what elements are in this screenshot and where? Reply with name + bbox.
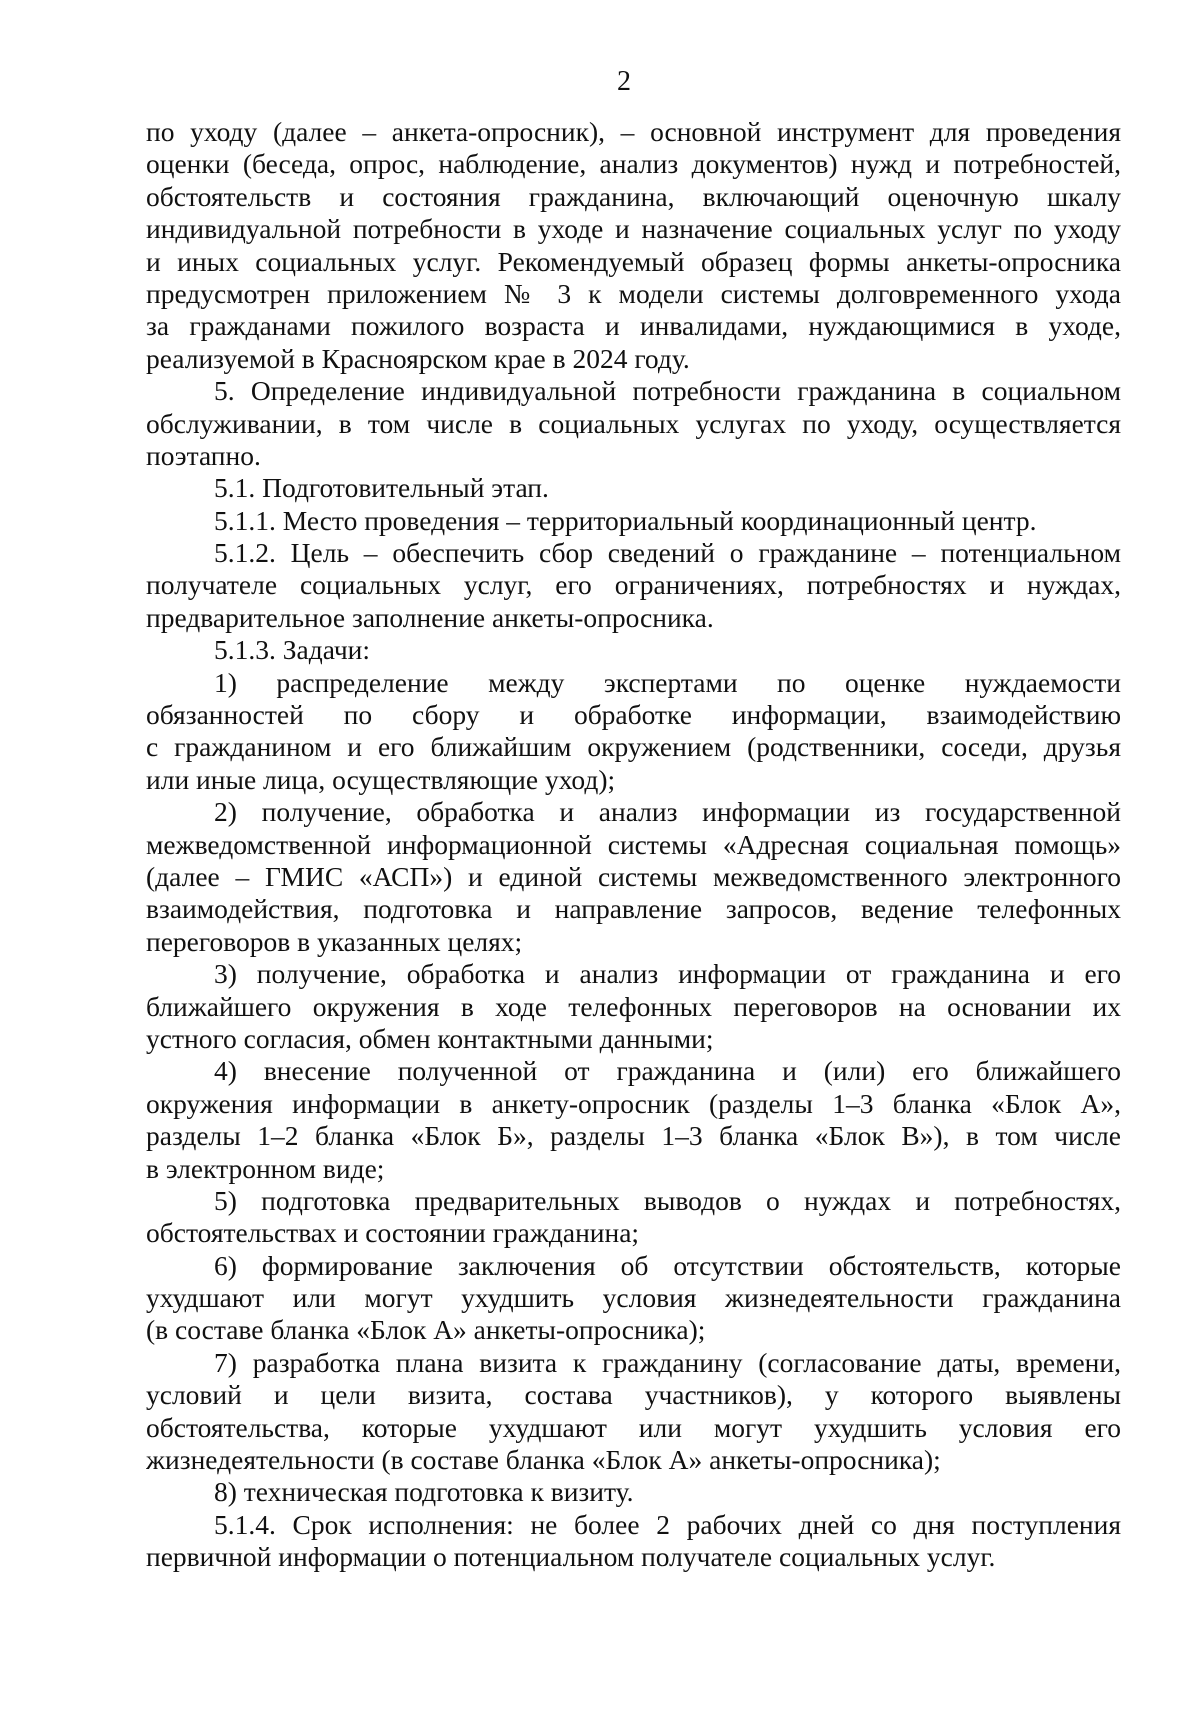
text-line: предварительное заполнение анкеты-опросника. [146, 601, 714, 633]
text-line: 2) получение, обработка и анализ информации из государственной [214, 796, 1121, 828]
text-line: оценки (беседа, опрос, наблюдение, анализ документов) нужд и потребностей, [146, 148, 1121, 180]
paragraph [146, 958, 1121, 1055]
text-line: 5.1.4. Срок исполнения: не более 2 рабочих дней со дня поступления [214, 1508, 1121, 1540]
text-line: реализуемой в Красноярском крае в 2024 году. [146, 342, 690, 374]
text-line: и иных социальных услуг. Рекомендуемый образец формы анкеты-опросника [146, 245, 1121, 277]
paragraph [146, 505, 1121, 537]
text-line: 4) внесение полученной от гражданина и (или) его ближайшего [214, 1055, 1121, 1087]
text-line: за гражданами пожилого возраста и инвалидами, нуждающимися в уходе, [146, 310, 1121, 342]
paragraph [146, 1055, 1121, 1185]
text-line: 5. Определение индивидуальной потребности гражданина в социальном [214, 375, 1121, 407]
text-line: 5.1.2. Цель – обеспечить сбор сведений о гражданине – потенциальном [214, 537, 1121, 569]
paragraph [146, 1509, 1121, 1574]
paragraph [146, 375, 1121, 472]
text-line: межведомственной информационной системы «Адресная социальная помощь» [146, 828, 1121, 860]
text-line: 5.1.3. Задачи: [214, 634, 371, 666]
text-line: (далее – ГМИС «АСП») и единой системы межведомственного электронного [146, 860, 1121, 892]
text-line: или иные лица, осуществляющие уход); [146, 763, 616, 795]
text-line: 3) получение, обработка и анализ информации от гражданина и его [214, 958, 1121, 990]
paragraph [146, 1347, 1121, 1477]
paragraph [146, 1250, 1121, 1347]
paragraph [146, 1185, 1121, 1250]
text-line: получателе социальных услуг, его ограничениях, потребностях и нуждах, [146, 569, 1121, 601]
text-line: обязанностей по сбору и обработке информации, взаимодействию [146, 699, 1121, 731]
paragraph [146, 634, 1121, 666]
text-line: 6) формирование заключения об отсутствии обстоятельств, которые [214, 1249, 1121, 1281]
text-line: 7) разработка плана визита к гражданину (согласование даты, времени, [214, 1346, 1121, 1378]
paragraph [146, 1476, 1121, 1508]
text-line: поэтапно. [146, 439, 261, 471]
paragraph [146, 667, 1121, 797]
text-line: взаимодействия, подготовка и направление запросов, ведение телефонных [146, 893, 1121, 925]
text-line: обстоятельства, которые ухудшают или могут ухудшить условия его [146, 1411, 1121, 1443]
text-line: переговоров в указанных целях; [146, 925, 523, 957]
text-line: условий и цели визита, состава участников), у которого выявлены [146, 1379, 1121, 1411]
text-line: устного согласия, обмен контактными данными; [146, 1022, 714, 1054]
paragraph [146, 796, 1121, 958]
text-line: ухудшают или могут ухудшить условия жизнедеятельности гражданина [146, 1282, 1121, 1314]
paragraph [146, 116, 1121, 375]
paragraph [146, 537, 1121, 634]
text-line: обстоятельствах и состоянии гражданина; [146, 1217, 640, 1249]
text-line: 5.1.1. Место проведения – территориальный координационный центр. [214, 504, 1037, 536]
text-line: в электронном виде; [146, 1152, 385, 1184]
text-line: (в составе бланка «Блок А» анкеты-опросника); [146, 1314, 706, 1346]
paragraph [146, 472, 1121, 504]
text-line: обстоятельств и состояния гражданина, включающий оценочную шкалу [146, 180, 1121, 212]
text-line: 5.1. Подготовительный этап. [214, 472, 549, 504]
text-line: окружения информации в анкету-опросник (разделы 1–3 бланка «Блок А», [146, 1087, 1121, 1119]
text-line: 5) подготовка предварительных выводов о нуждах и потребностях, [214, 1184, 1121, 1216]
text-line: 8) техническая подготовка к визиту. [214, 1476, 634, 1508]
text-line: первичной информации о потенциальном получателе социальных услуг. [146, 1541, 996, 1573]
text-line: 1) распределение между экспертами по оценке нуждаемости [214, 666, 1121, 698]
text-line: с гражданином и его ближайшим окружением (родственники, соседи, друзья [146, 731, 1121, 763]
text-line: обслуживании, в том числе в социальных услугах по уходу, осуществляется [146, 407, 1121, 439]
text-line: по уходу (далее – анкета-опросник), – основной инструмент для проведения [146, 116, 1121, 147]
document-body [146, 116, 1121, 1574]
text-line: предусмотрен приложением № 3 к модели системы долговременного ухода [146, 277, 1121, 309]
text-line: ближайшего окружения в ходе телефонных переговоров на основании их [146, 990, 1121, 1022]
text-line: индивидуальной потребности в уходе и назначение социальных услуг по уходу [146, 213, 1121, 245]
text-line: разделы 1–2 бланка «Блок Б», разделы 1–3 бланка «Блок В»), в том числе [146, 1120, 1121, 1152]
page-number: 2 [617, 66, 631, 97]
text-line: жизнедеятельности (в составе бланка «Блок А» анкеты-опросника); [146, 1444, 941, 1476]
